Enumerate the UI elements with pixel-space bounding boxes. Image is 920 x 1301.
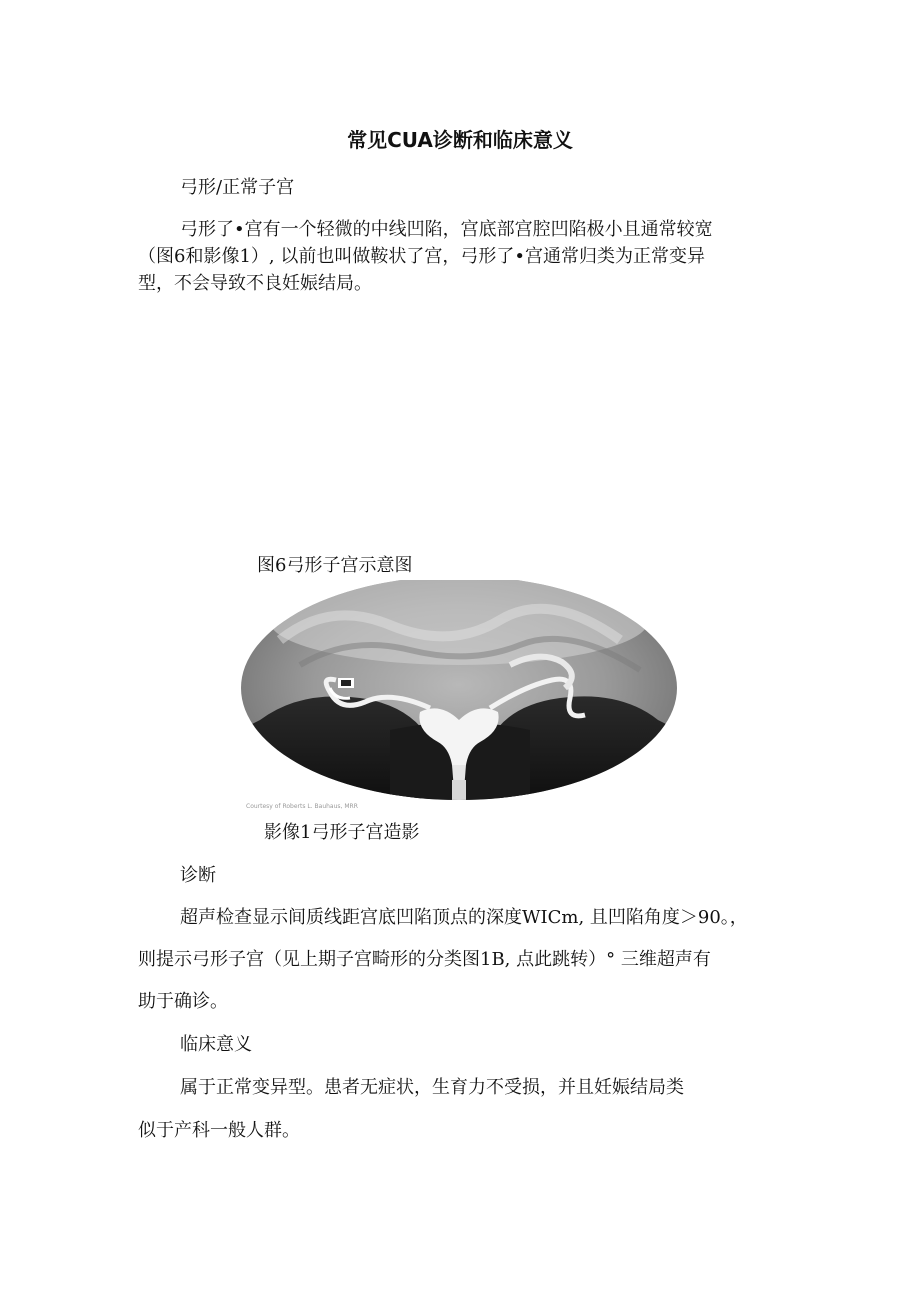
paragraph-line: 超声检查显示间质线距宫底凹陷顶点的深度WICm, 且凹陷角度＞90。， <box>180 907 748 928</box>
section-heading-arcuate-uterus: 弓形/正常子宫 <box>180 177 295 198</box>
page-title: 常见CUA诊断和临床意义 <box>347 128 573 152</box>
paragraph-line: 弓形了•宫有一个轻微的中线凹陷，宫底部宫腔凹陷极小且通常较宽 <box>180 219 713 240</box>
figure-caption-hsg: 影像1弓形子宫造影 <box>264 822 420 843</box>
paragraph-line: 型，不会导致不良妊娠结局。 <box>138 273 372 294</box>
hysterosalpingogram-image <box>240 580 678 813</box>
paragraph-line: 属于正常变异型。患者无症状，生育力不受损，并且妊娠结局类 <box>180 1077 684 1098</box>
paragraph-line: 则提示弓形子宫（见上期子宫畸形的分类图1B, 点此跳转）° 三维超声有 <box>138 949 711 970</box>
figure-caption-schematic: 图6弓形子宫示意图 <box>257 555 413 576</box>
section-heading-clinical-significance: 临床意义 <box>180 1034 252 1055</box>
section-heading-diagnosis: 诊断 <box>180 865 216 886</box>
paragraph-line: 助于确诊。 <box>138 991 228 1012</box>
paragraph-line: 似于产科一般人群。 <box>138 1120 300 1141</box>
image-credit-text: Courtesy of Roberts L. Bauhaus, MRR <box>246 803 358 810</box>
paragraph-line: （图6和影像1）, 以前也叫做鞍状了宫，弓形了•宫通常归类为正常变异 <box>138 246 705 267</box>
